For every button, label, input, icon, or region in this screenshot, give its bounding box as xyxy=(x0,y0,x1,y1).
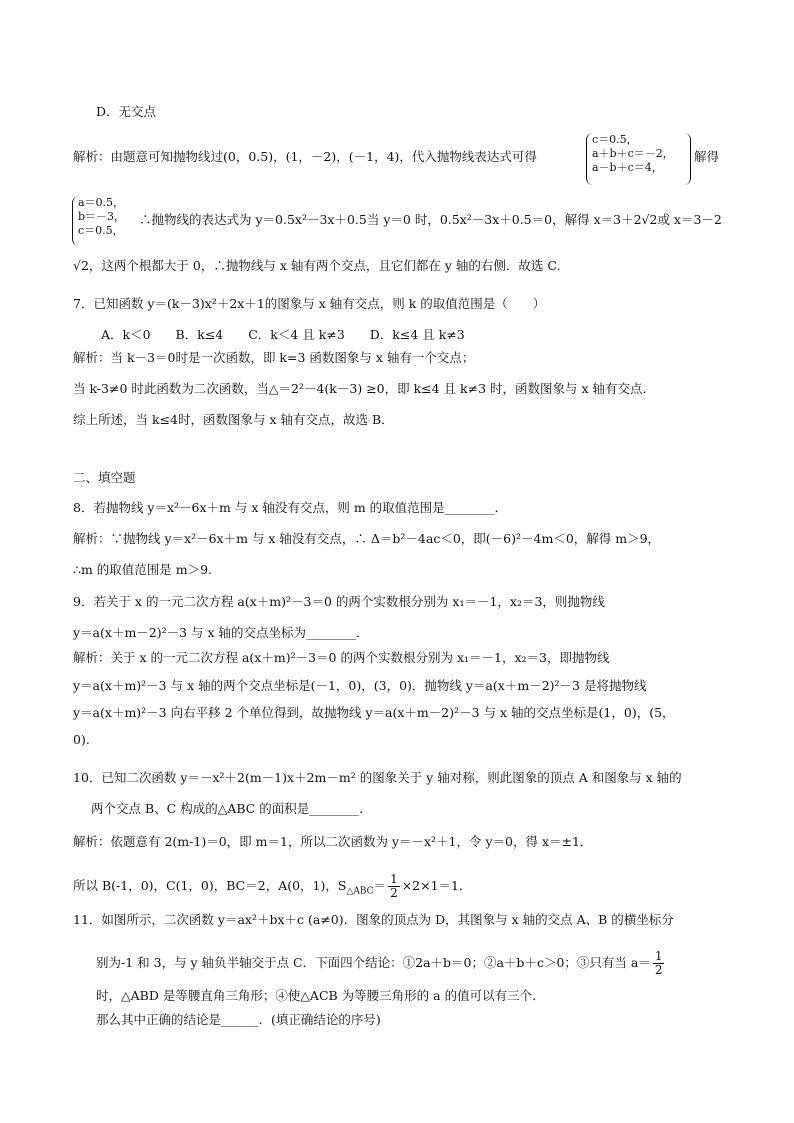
sqrt2-symbol-2: √2 xyxy=(73,258,89,273)
q6-solution-line2 xyxy=(139,212,722,228)
equation-system-1 xyxy=(592,133,674,175)
q9-stem-line2: y＝a(x＋m－2)²－3 与 x 轴的交点坐标为________． xyxy=(73,625,369,640)
q8-solution-line2: ∴m 的取值范围是 m＞9. xyxy=(73,562,213,577)
equals-sign: ＝ xyxy=(373,878,387,893)
sqrt2-symbol: √2 xyxy=(641,212,658,227)
q7-solution-line2: 当 k-3≠0 时此函数为二次函数，当△＝2²－4(k－3) ≥0，即 k≤4 且 k≠3 时，函数图象与 x 轴有交点． xyxy=(73,381,656,396)
q6-solution-line1: 解析：由题意可知抛物线过(0，0.5)，(1，－2)，(－1，4)，代入抛物线表达式可得 xyxy=(73,149,537,164)
system2-eq1: a＝0.5， xyxy=(78,196,125,209)
system2-eq2: b＝－3， xyxy=(78,210,126,223)
system-brace-right xyxy=(684,133,691,185)
section-title: 二、填空题 xyxy=(73,470,136,485)
q11-stem-line2 xyxy=(96,950,666,977)
system2-eq3: c＝0.5， xyxy=(78,224,124,237)
fraction-numerator: 1 xyxy=(654,949,663,963)
fraction-numerator: 1 xyxy=(390,872,398,886)
q8-solution-line1: 解析：∵抛物线 y＝x²－6x＋m 与 x 轴没有交点，∴ Δ＝b²－4ac＜0，即(－6)²－4m＜0，解得 m＞9， xyxy=(73,531,661,546)
q10-solution-line1: 解析：依题意有 2(m-1)＝0，即 m＝1，所以二次函数为 y＝－x²＋1，令 y＝0，得 x＝±1． xyxy=(73,834,593,849)
fraction-one-half xyxy=(388,873,400,900)
q9-solution-line3: y＝a(x＋m)²－3 向右平移 2 个单位得到，故抛物线 y＝a(x＋m－2)²－3 与 x 轴的交点坐标是(1，0)，(5， xyxy=(73,705,675,720)
q10-stem-line2: 两个交点 B、C 构成的△ABC 的面积是________． xyxy=(91,801,372,816)
q6-solution-line3 xyxy=(73,258,560,274)
fraction-denominator: 2 xyxy=(654,963,663,977)
q7-solution-line3: 综上所述，当 k≤4时，函数图象与 x 轴有交点，故选 B． xyxy=(73,412,394,427)
system1-eq3: a－b＋c＝4， xyxy=(592,161,663,174)
q6-solution-line2-tail: 或 x＝3－2 xyxy=(657,212,722,227)
q9-stem-line1: 9．若关于 x 的一元二次方程 a(x＋m)²－3＝0 的两个实数根分别为 x₁＝－1，x₂＝3，则抛物线 xyxy=(73,594,605,609)
system1-eq1: c＝0.5， xyxy=(592,133,638,146)
equation-system-2 xyxy=(78,196,125,238)
q10-sol2-text: 所以 B(-1，0)，C(1，0)，BC＝2，A(0，1)，S xyxy=(73,878,347,893)
q9-solution-line2: y＝a(x＋m)²－3 与 x 轴的两个交点坐标是(－1，0)，(3，0)．抛物线 y＝a(x＋m－2)²－3 是将抛物线 xyxy=(73,678,647,693)
q11-stem-line3: 时，△ABD 是等腰直角三角形；④使△ACB 为等腰三角形的 a 的值可以有三个． xyxy=(96,988,545,1003)
q11-stem-line1: 11．如图所示，二次函数 y＝ax²＋bx＋c (a≠0)．图象的顶点为 D，其图象与 x 轴的交点 A、B 的横坐标分 xyxy=(73,912,674,927)
fraction-denominator: 2 xyxy=(390,886,398,900)
jiede-label: 解得 xyxy=(694,149,720,164)
q7-stem: 7．已知函数 y＝(k－3)x²＋2x＋1的图象与 x 轴有交点，则 k 的取值范围是（ ） xyxy=(73,296,546,311)
q9-solution-line4: 0). xyxy=(73,732,90,747)
q7-options: A．k＜0 B．k≤4 C．k＜4 且 k≠3 D．k≤4 且 k≠3 xyxy=(101,327,465,342)
q11-stem-line2-text: 别为-1 和 3，与 y 轴负半轴交于点 C．下面四个结论：①2a＋b＝0；②a＋b＋c＞0；③只有当 a＝ xyxy=(96,955,651,970)
q9-solution-line1: 解析：关于 x 的一元二次方程 a(x＋m)²－3＝0 的两个实数根分别为 x₁＝－1，x₂＝3，即抛物线 xyxy=(73,650,610,665)
q10-solution-line2 xyxy=(73,873,472,900)
q7-solution-line1: 解析：当 k－3＝0时是一次函数，即 k=3 函数图象与 x 轴有一个交点； xyxy=(73,350,475,365)
area-subscript: △ABC xyxy=(346,886,374,897)
fraction-a-half xyxy=(653,950,665,977)
q8-stem: 8．若抛物线 y＝x²－6x＋m 与 x 轴没有交点，则 m 的取值范围是________． xyxy=(73,500,508,515)
q11-stem-line4: 那么其中正确的结论是______．(填正确结论的序号) xyxy=(96,1012,381,1027)
q6-solution-line3-text: ，这两个根都大于 0，∴抛物线与 x 轴有两个交点，且它们都在 y 轴的右侧．故选 C. xyxy=(88,258,561,273)
option-d: D．无交点 xyxy=(96,104,157,119)
q10-sol2-tail: ×2×1＝1． xyxy=(401,878,472,893)
system1-eq2: a＋b＋c＝－2， xyxy=(592,147,674,160)
q6-solution-line2-main: ∴抛物线的表达式为 y＝0.5x²－3x＋0.5当 y＝0 时，0.5x²－3x＋0.5＝0，解得 x＝3＋2 xyxy=(139,212,642,227)
q10-stem-line1: 10．已知二次函数 y＝－x²＋2(m－1)x＋2m－m² 的图象关于 y 轴对称，则此图象的顶点 A 和图象与 x 轴的 xyxy=(73,770,682,785)
